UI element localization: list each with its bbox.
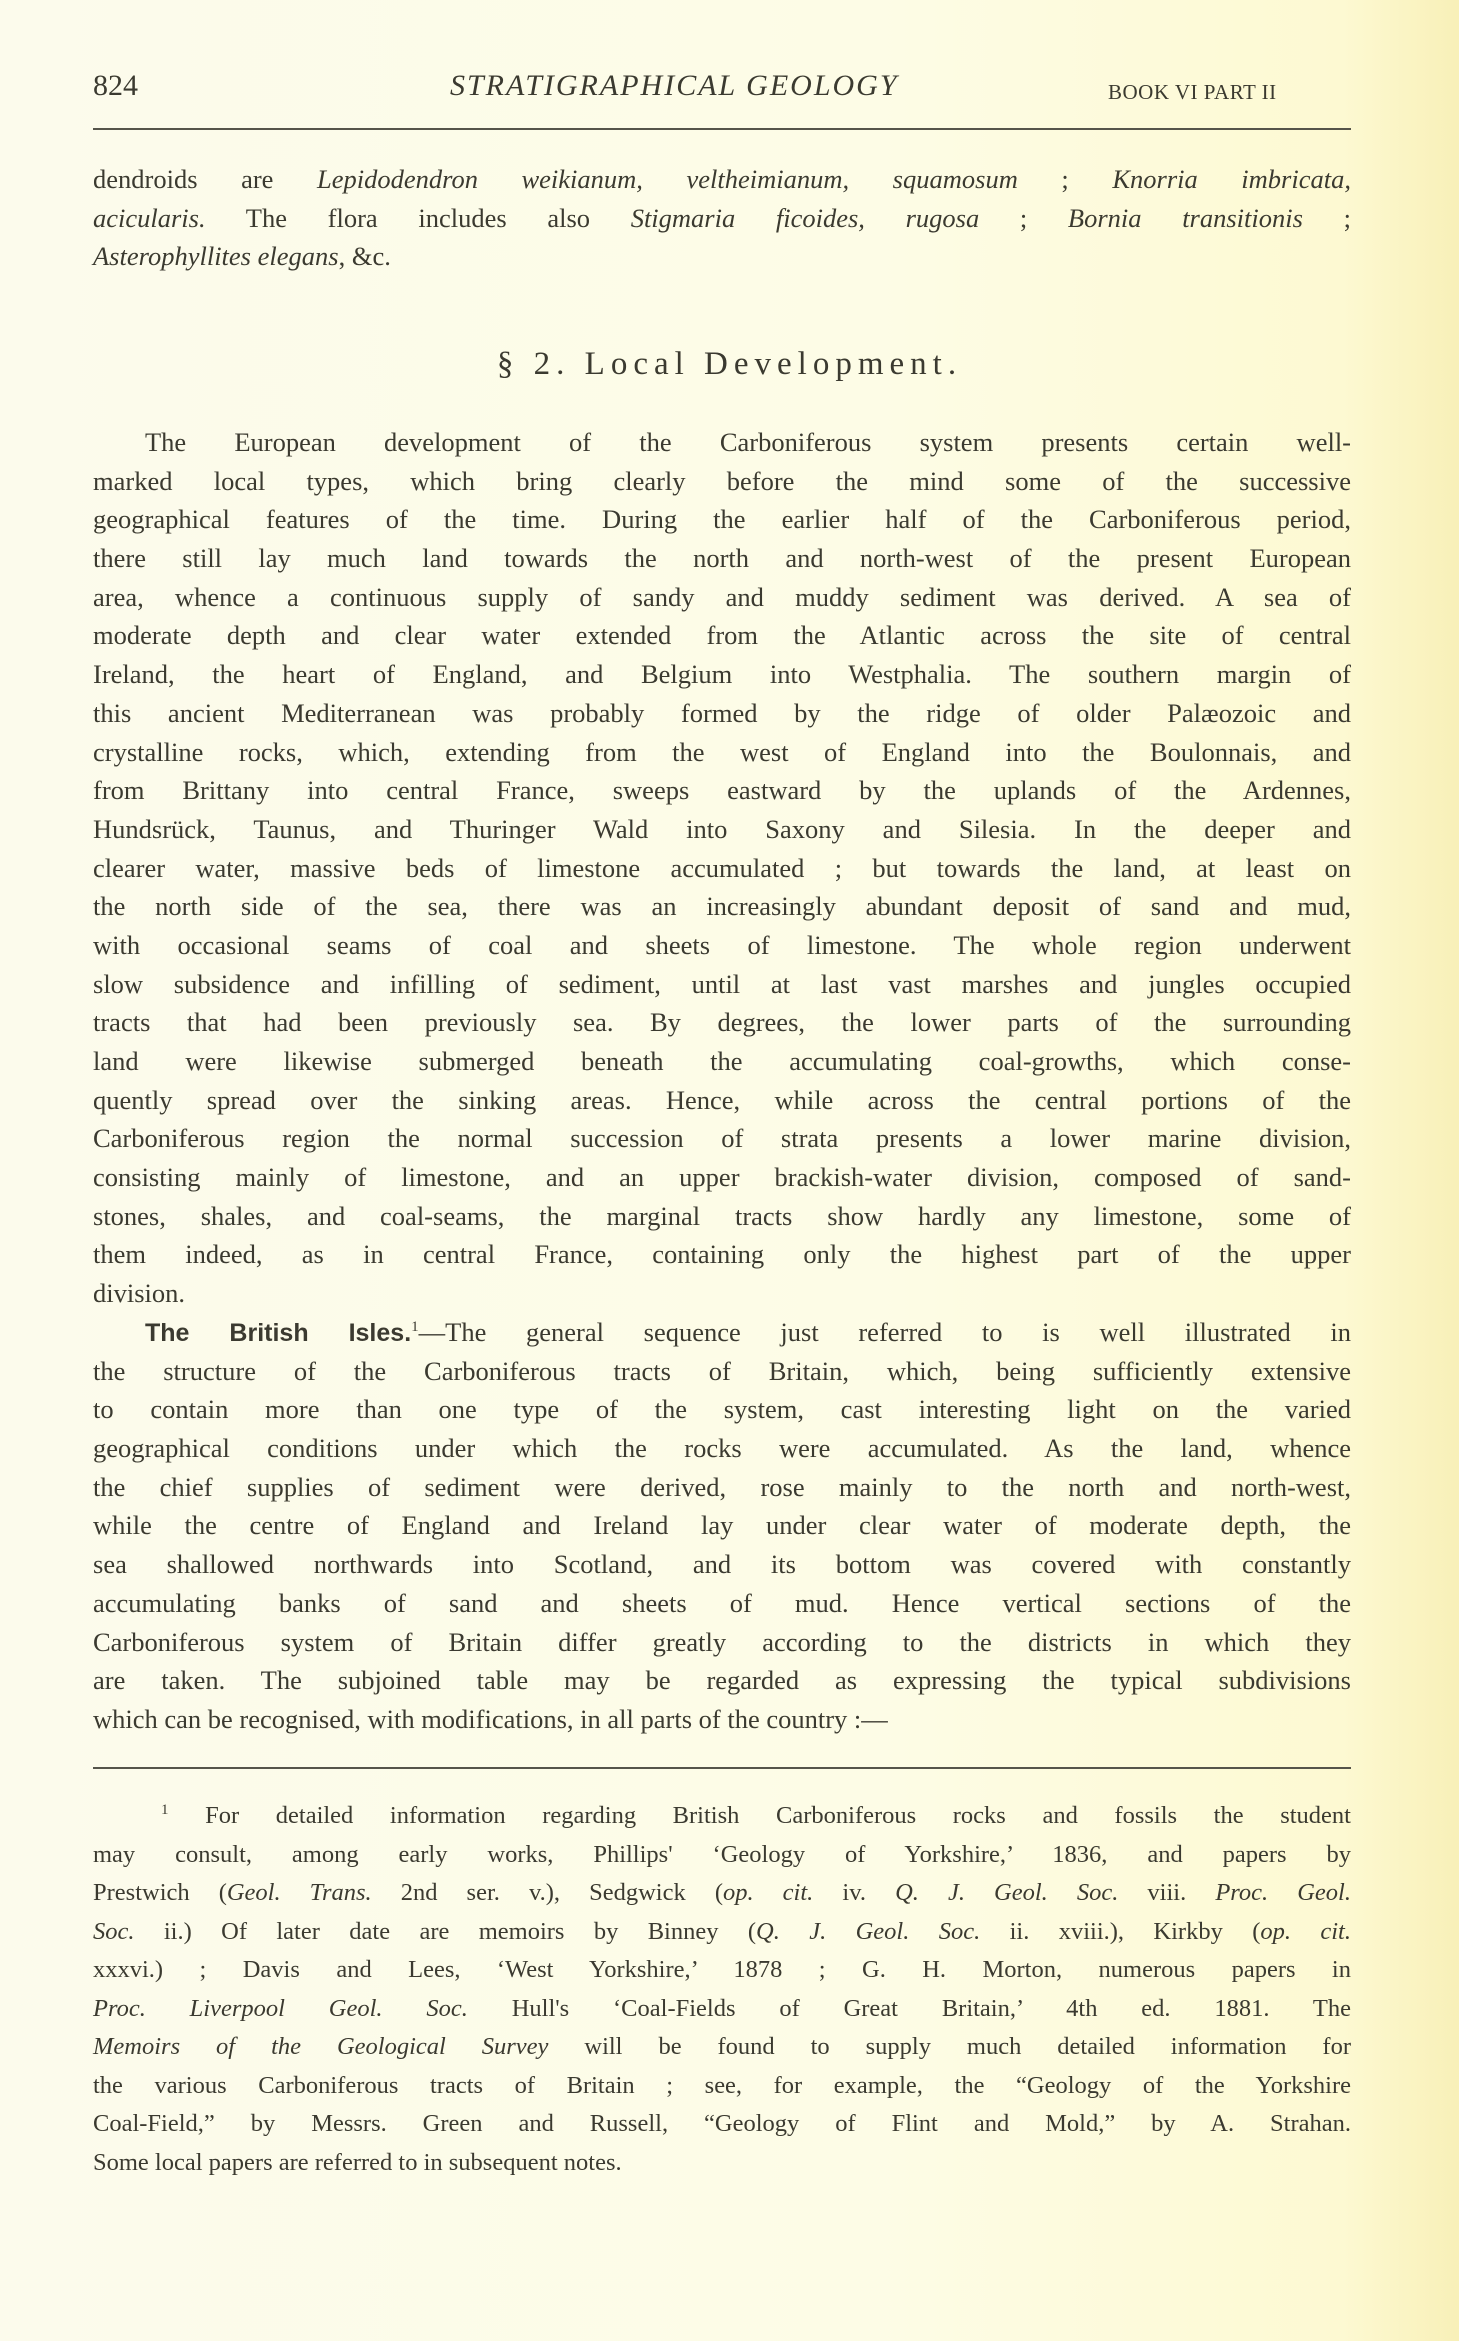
- header-rule: [93, 128, 1351, 130]
- local-development-paragraph: [93, 423, 1351, 1313]
- text-line: [93, 1990, 1351, 2029]
- text-run: viii.: [1118, 1879, 1216, 1906]
- text-line: [93, 578, 1351, 617]
- text-run: may consult, among early works, Phillips' ‘Geology of Yorkshire,’ 1836, and papers by: [93, 1840, 1351, 1868]
- british-isles-paragraph: [93, 1313, 1351, 1739]
- text-line: [93, 849, 1351, 888]
- text-run: consisting mainly of limestone, and an upper brackish-water division, composed of sand-: [93, 1162, 1351, 1193]
- text-line: [93, 1913, 1351, 1952]
- text-run: , &c.: [338, 241, 391, 272]
- run-in-heading: The British Isles.: [145, 1319, 412, 1347]
- text-run: —The general sequence just referred to is well illustrated in: [418, 1317, 1352, 1347]
- text-run: with occasional seams of coal and sheets of limestone. The whole region underwent: [93, 929, 1351, 960]
- text-line: [93, 1081, 1351, 1120]
- text-run: there still lay much land towards the north and north-west of the present European: [93, 543, 1351, 574]
- text-run: which can be recognised, with modifications, in all parts of the country :—: [93, 1703, 888, 1734]
- text-line: [93, 1003, 1351, 1042]
- text-line: [93, 1235, 1351, 1274]
- text-line: [93, 1158, 1351, 1197]
- text-line: [93, 1951, 1351, 1990]
- text-run: ;: [1017, 164, 1113, 194]
- text-run: Some local papers are referred to in subsequent notes.: [93, 2148, 622, 2176]
- text-run: geographical features of the time. During the earlier half of the Carboniferous period,: [93, 504, 1351, 535]
- text-line: [93, 1797, 1351, 1836]
- text-line: [93, 1545, 1351, 1584]
- text-run: Lepidodendron weikianum, veltheimianum, squamosum: [316, 164, 1018, 194]
- text-run: Stigmaria ficoides, rugosa: [630, 202, 980, 233]
- text-line: [93, 965, 1351, 1004]
- text-run: are taken. The subjoined table may be regarded as expressing the typical subdivisions: [93, 1665, 1351, 1696]
- text-line: [93, 2144, 1351, 2183]
- text-line: [93, 462, 1351, 501]
- text-run: slow subsidence and infilling of sediment, until at last vast marshes and jungles occupied: [93, 968, 1351, 999]
- text-run: ii.) Of later date are memoirs by Binney (: [134, 1917, 757, 1945]
- text-run: the structure of the Carboniferous tracts of Britain, which, being sufficiently extensive: [93, 1355, 1351, 1386]
- text-line: [93, 1468, 1351, 1507]
- text-line: [93, 1197, 1351, 1236]
- text-run: Q. J. Geol. Soc.: [756, 1917, 981, 1945]
- text-line: [93, 160, 1351, 199]
- text-run: stones, shales, and coal-seams, the marginal tracts show hardly any limestone, some of: [93, 1200, 1351, 1231]
- text-run: Soc.: [93, 1917, 135, 1945]
- text-line: [93, 500, 1351, 539]
- text-line: [93, 199, 1351, 238]
- text-run: tracts that had been previously sea. By degrees, the lower parts of the surrounding: [93, 1007, 1351, 1038]
- text-run: them indeed, as in central France, containing only the highest part of the upper: [93, 1239, 1351, 1270]
- text-line: [93, 1429, 1351, 1468]
- text-run: Asterophyllites elegans: [93, 241, 339, 272]
- text-line: [93, 733, 1351, 772]
- text-run: Q. J. Geol. Soc.: [895, 1879, 1119, 1906]
- text-line: [93, 926, 1351, 965]
- text-run: op. cit.: [1260, 1917, 1351, 1945]
- text-run: land were likewise submerged beneath the accumulating coal-growths, which conse-: [93, 1046, 1351, 1076]
- text-line: [93, 887, 1351, 926]
- text-run: while the centre of England and Ireland lay under clear water of moderate depth, the: [93, 1510, 1351, 1541]
- text-line: [93, 1390, 1351, 1429]
- text-run: clearer water, massive beds of limestone accumulated ; but towards the land, at least on: [93, 852, 1351, 883]
- text-run: ii. xviii.), Kirkby (: [980, 1917, 1261, 1945]
- text-line: [93, 1584, 1351, 1623]
- text-run: Prestwich (: [93, 1879, 227, 1906]
- text-run: Carboniferous system of Britain differ greatly according to the districts in which they: [93, 1626, 1351, 1657]
- text-run: xxxvi.) ; Davis and Lees, ‘West Yorkshire,’ 1878 ; G. H. Morton, numerous papers in: [93, 1956, 1351, 1983]
- text-line: [93, 2028, 1351, 2067]
- text-line: [93, 1352, 1351, 1391]
- text-run: Hundsrück, Taunus, and Thuringer Wald into Saxony and Silesia. In the deeper and: [93, 813, 1351, 844]
- text-run: op. cit.: [722, 1879, 814, 1906]
- text-line: [93, 1042, 1351, 1081]
- text-run: Coal-Field,” by Messrs. Green and Russell, “Geology of Flint and Mold,” by A. Strahan.: [93, 2110, 1351, 2137]
- text-line: [93, 423, 1351, 462]
- text-run: iv.: [813, 1879, 896, 1906]
- text-line: [93, 237, 1351, 276]
- text-line: [93, 655, 1351, 694]
- text-run: The European development of the Carboniferous system presents certain well-: [145, 427, 1351, 457]
- text-run: the chief supplies of sediment were derived, rose mainly to the north and north-west,: [93, 1471, 1351, 1502]
- running-title: STRATIGRAPHICAL GEOLOGY: [450, 69, 899, 102]
- text-line: [93, 1836, 1351, 1875]
- text-run: Knorria imbricata,: [1112, 164, 1351, 194]
- text-line: [93, 2067, 1351, 2106]
- text-line: [93, 1274, 1351, 1313]
- text-run: Proc. Liverpool Geol. Soc.: [93, 1994, 468, 2022]
- text-run: accumulating banks of sand and sheets of mud. Hence vertical sections of the: [93, 1587, 1351, 1618]
- text-line: [93, 1119, 1351, 1158]
- text-run: 2nd ser. v.), Sedgwick (: [371, 1879, 723, 1906]
- footnote: [93, 1797, 1351, 2182]
- text-run: The flora includes also: [205, 202, 631, 233]
- text-run: sea shallowed northwards into Scotland, and its bottom was covered with constantly: [93, 1549, 1351, 1580]
- text-line: [93, 1313, 1351, 1352]
- text-run: ;: [979, 202, 1068, 233]
- text-run: moderate depth and clear water extended from the Atlantic across the site of central: [93, 620, 1351, 651]
- footnote-rule: [93, 1767, 1351, 1769]
- text-line: [93, 1661, 1351, 1700]
- text-line: [93, 694, 1351, 733]
- text-run: acicularis.: [93, 202, 206, 233]
- text-run: the north side of the sea, there was an increasingly abundant deposit of sand and mud,: [93, 891, 1351, 922]
- text-run: For detailed information regarding British Carboniferous rocks and fossils the student: [168, 1802, 1351, 1829]
- continuation-paragraph: [93, 160, 1351, 276]
- text-line: [93, 1874, 1351, 1913]
- text-run: Carboniferous region the normal succession of strata presents a lower marine division,: [93, 1123, 1351, 1154]
- text-line: [93, 1506, 1351, 1545]
- text-run: ;: [1302, 202, 1351, 233]
- footnote-marker: 1: [161, 1801, 169, 1818]
- text-run: the various Carboniferous tracts of Britain ; see, for example, the “Geology of the Yorkshire: [93, 2071, 1351, 2099]
- text-run: Proc. Geol.: [1215, 1879, 1351, 1906]
- book-part-label: BOOK VI PART II: [1108, 80, 1277, 104]
- text-run: Geol. Trans.: [226, 1879, 372, 1906]
- text-run: geographical conditions under which the rocks were accumulated. As the land, whence: [93, 1433, 1351, 1464]
- text-run: Bornia transitionis: [1067, 202, 1303, 233]
- text-run: division.: [93, 1278, 186, 1309]
- text-run: will be found to supply much detailed information for: [548, 2033, 1351, 2060]
- section-heading: § 2. Local Development.: [496, 346, 963, 382]
- text-run: quently spread over the sinking areas. Hence, while across the central portions of the: [93, 1084, 1351, 1115]
- text-run: dendroids are: [93, 164, 317, 194]
- text-line: [93, 539, 1351, 578]
- text-run: area, whence a continuous supply of sandy and muddy sediment was derived. A sea of: [93, 581, 1351, 612]
- page-number: 824: [93, 69, 138, 102]
- text-line: [93, 1623, 1351, 1662]
- text-run: this ancient Mediterranean was probably formed by the ridge of older Palæozoic and: [93, 697, 1351, 728]
- text-line: [93, 810, 1351, 849]
- text-line: [93, 771, 1351, 810]
- footnote-marker: 1: [411, 1319, 419, 1336]
- text-run: marked local types, which bring clearly before the mind some of the successive: [93, 465, 1351, 496]
- text-run: to contain more than one type of the system, cast interesting light on the varied: [93, 1394, 1351, 1425]
- text-line: [93, 2105, 1351, 2144]
- text-run: from Brittany into central France, sweeps eastward by the uplands of the Ardennes,: [93, 775, 1351, 806]
- text-run: Ireland, the heart of England, and Belgium into Westphalia. The southern margin of: [93, 659, 1351, 690]
- text-run: crystalline rocks, which, extending from the west of England into the Boulonnais, and: [93, 736, 1351, 767]
- text-run: Hull's ‘Coal-Fields of Great Britain,’ 4th ed. 1881. The: [467, 1994, 1351, 2022]
- text-line: [93, 616, 1351, 655]
- text-run: Memoirs of the Geological Survey: [93, 2033, 549, 2060]
- text-line: [93, 1700, 1351, 1739]
